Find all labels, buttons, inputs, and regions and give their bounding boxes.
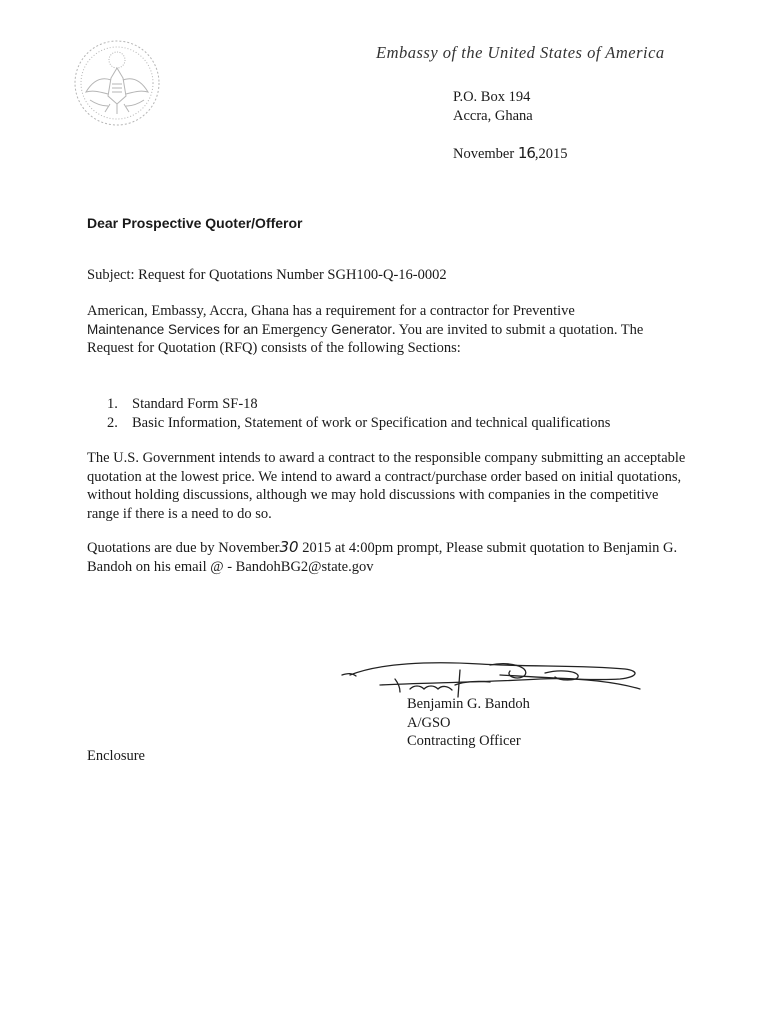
salutation: Dear Prospective Quoter/Offeror [87,215,303,231]
address-line: Accra, Ghana [453,108,533,124]
embassy-letterhead-title: Embassy of the United States of America [376,43,665,62]
paragraph-text: . You are invited to submit a quotation. The Request for Quotation (RFQ) consists of the following Sections: [87,321,644,356]
enclosure-note: Enclosure [87,748,145,764]
letter-date [453,144,568,163]
paragraph-text: Maintenance Services for an [87,321,259,337]
rfq-sections-list [107,395,610,432]
date-year: ,2015 [534,146,568,162]
list-number: 2. [107,414,118,431]
list-text: Basic Information, Statement of work or Specification and technical qualifications [132,414,611,431]
list-number: 1. [107,396,118,412]
due-date-paragraph [87,538,687,576]
subject-line: Subject: Request for Quotations Number SGH100-Q-16-0002 [87,267,447,283]
embassy-address [453,88,533,126]
date-month: November [453,146,518,162]
paragraph-text: American, Embassy, Accra, Ghana has a requirement for a contractor for Preventive [87,303,575,319]
signature-block [407,695,530,751]
paragraph-text: Emergency [258,321,332,338]
requirement-paragraph [87,302,687,358]
paragraph-text: 2015 at 4:00pm prompt, Please submit quotation to Benjamin G. Bandoh on his email @ - BandohBG2@state.gov [87,540,678,575]
signer-title: Contracting Officer [407,733,521,749]
list-item [107,414,610,433]
list-item [107,395,610,414]
paragraph-text: Generator [331,321,392,337]
signer-office: A/GSO [407,714,451,731]
list-text: Standard Form SF-18 [132,396,258,412]
paragraph-text: Quotations are due by November [87,540,280,556]
embassy-seal [72,38,162,128]
signer-name: Benjamin G. Bandoh [407,696,530,712]
handwritten-day: 16 [517,144,535,162]
address-line: P.O. Box 194 [453,89,531,105]
award-paragraph: The U.S. Government intends to award a contract to the responsible company submitting an acceptable quotation at the lowest price. We intend to award a contract/purchase order based on initial quotations, without holding discussions, although we may hold discussions with companies in the competitive range if there is a need to do so. [87,450,686,522]
handwritten-day: 30 [279,538,299,556]
